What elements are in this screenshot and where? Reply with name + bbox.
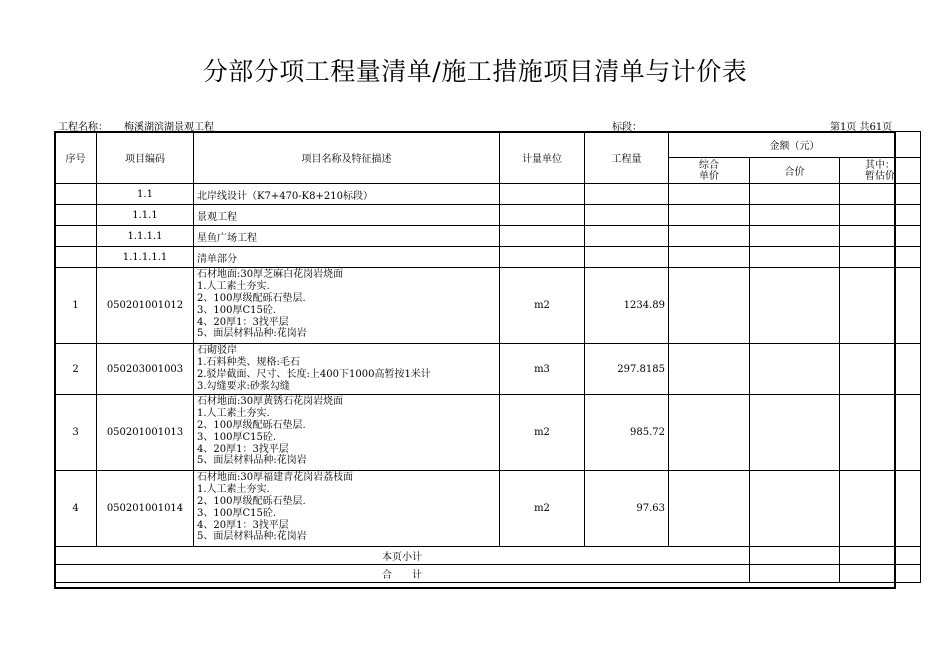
description-line: 4、20厚1：3找平层 bbox=[197, 316, 289, 328]
page-info: 第1页 共61页 bbox=[830, 122, 893, 133]
empty-cell bbox=[750, 395, 840, 471]
section-label: 标段： bbox=[612, 122, 642, 133]
empty-cell bbox=[669, 471, 750, 547]
description-line: 4、20厚1：3找平层 bbox=[197, 443, 289, 455]
header-amount: 金额（元） bbox=[669, 132, 921, 158]
empty-cell bbox=[750, 226, 840, 247]
code-cell: 1.1 bbox=[97, 184, 194, 205]
code-cell: 1.1.1.1.1 bbox=[97, 247, 194, 268]
code-cell: 050201001014 bbox=[97, 471, 194, 547]
empty-cell bbox=[669, 226, 750, 247]
empty-cell bbox=[840, 471, 921, 547]
name-cell: 景观工程 bbox=[194, 205, 500, 226]
description-line: 3.勾缝要求:砂浆勾缝 bbox=[197, 380, 290, 392]
header-unit: 计量单位 bbox=[500, 132, 585, 184]
empty-cell bbox=[840, 344, 921, 395]
seq-cell: 4 bbox=[55, 471, 97, 547]
empty-cell bbox=[500, 184, 585, 205]
project-name: 梅溪湖滨湖景观工程 bbox=[124, 122, 214, 133]
grand-total-label: 合 计 bbox=[55, 565, 750, 583]
header-unit-price-line2: 单价 bbox=[699, 170, 719, 182]
description-line: 2.驳岸截面、尺寸、长度:上400下1000高暂按1米计 bbox=[197, 368, 431, 380]
name-cell: 星鱼广场工程 bbox=[194, 226, 500, 247]
description-line: 5、面层材料品种:花岗岩 bbox=[197, 455, 307, 467]
empty-cell bbox=[585, 205, 669, 226]
seq-cell: 2 bbox=[55, 344, 97, 395]
code-cell: 1.1.1 bbox=[97, 205, 194, 226]
seq-cell: 3 bbox=[55, 395, 97, 471]
description-line: 3、100厚C15砼. bbox=[197, 431, 277, 443]
code-cell: 050201001012 bbox=[97, 268, 194, 344]
header-name: 项目名称及特征描述 bbox=[194, 132, 500, 184]
description-line: 1.人工素土夯实. bbox=[197, 483, 270, 495]
empty-cell bbox=[750, 268, 840, 344]
description-line: 5、面层材料品种:花岗岩 bbox=[197, 328, 307, 340]
quantity-cell: 1234.89 bbox=[585, 268, 669, 344]
empty-cell bbox=[750, 247, 840, 268]
header-of-which-line2: 暂估价 bbox=[865, 170, 895, 182]
header-unit-price bbox=[669, 158, 750, 184]
description-line: 石砌驳岸 bbox=[197, 345, 237, 356]
description-line: 2、100厚级配砾石垫层. bbox=[197, 419, 306, 431]
header-total: 合价 bbox=[750, 158, 840, 184]
seq-cell bbox=[55, 205, 97, 226]
unit-cell: m3 bbox=[500, 344, 585, 395]
empty-cell bbox=[840, 226, 921, 247]
empty-cell bbox=[585, 226, 669, 247]
unit-cell: m2 bbox=[500, 395, 585, 471]
empty-cell bbox=[669, 205, 750, 226]
description-line: 3、100厚C15砼. bbox=[197, 507, 277, 519]
item-row bbox=[55, 471, 921, 547]
empty-cell bbox=[840, 565, 921, 583]
empty-cell bbox=[750, 565, 840, 583]
description-line: 石材地面:30厚福建青花岗岩荔枝面 bbox=[197, 472, 354, 483]
description-cell bbox=[194, 268, 500, 344]
bill-table bbox=[54, 131, 921, 583]
empty-cell bbox=[840, 395, 921, 471]
description-line: 石材地面:30厚黄锈石花岗岩烧面 bbox=[197, 396, 344, 407]
description-line: 3、100厚C15砼. bbox=[197, 304, 277, 316]
item-row bbox=[55, 344, 921, 395]
item-row bbox=[55, 395, 921, 471]
description-line: 1.人工素土夯实. bbox=[197, 280, 270, 292]
description-line: 1.人工素土夯实. bbox=[197, 407, 270, 419]
empty-cell bbox=[840, 247, 921, 268]
empty-cell bbox=[750, 547, 840, 565]
unit-cell: m2 bbox=[500, 268, 585, 344]
empty-cell bbox=[750, 344, 840, 395]
description-cell bbox=[194, 395, 500, 471]
group-row bbox=[55, 226, 921, 247]
description-line: 2、100厚级配砾石垫层. bbox=[197, 495, 306, 507]
name-cell: 北岸线设计（K7+470-K8+210标段） bbox=[194, 184, 500, 205]
group-row bbox=[55, 184, 921, 205]
empty-cell bbox=[669, 268, 750, 344]
page-title: 分部分项工程量清单/施工措施项目清单与计价表 bbox=[202, 57, 748, 86]
empty-cell bbox=[840, 547, 921, 565]
quantity-cell: 97.63 bbox=[585, 471, 669, 547]
empty-cell bbox=[500, 226, 585, 247]
empty-cell bbox=[750, 184, 840, 205]
seq-cell bbox=[55, 247, 97, 268]
empty-cell bbox=[750, 471, 840, 547]
empty-cell bbox=[585, 184, 669, 205]
empty-cell bbox=[840, 205, 921, 226]
header-of-which-line1: 其中： bbox=[865, 159, 895, 171]
item-row bbox=[55, 268, 921, 344]
empty-cell bbox=[669, 344, 750, 395]
empty-cell bbox=[585, 247, 669, 268]
code-cell: 1.1.1.1 bbox=[97, 226, 194, 247]
header-seq: 序号 bbox=[55, 132, 97, 184]
empty-cell bbox=[750, 205, 840, 226]
description-line: 1.石料种类、规格:毛石 bbox=[197, 356, 300, 368]
code-cell: 050201001013 bbox=[97, 395, 194, 471]
empty-cell bbox=[840, 268, 921, 344]
empty-cell bbox=[500, 205, 585, 226]
group-row bbox=[55, 205, 921, 226]
unit-cell: m2 bbox=[500, 471, 585, 547]
header-code: 项目编码 bbox=[97, 132, 194, 184]
description-cell bbox=[194, 471, 500, 547]
summary-row bbox=[55, 565, 921, 583]
empty-cell bbox=[500, 247, 585, 268]
summary-row bbox=[55, 547, 921, 565]
description-line: 5、面层材料品种:花岗岩 bbox=[197, 531, 307, 543]
project-label: 工程名称： bbox=[58, 122, 108, 133]
name-cell: 清单部分 bbox=[194, 247, 500, 268]
seq-cell bbox=[55, 226, 97, 247]
seq-cell bbox=[55, 184, 97, 205]
quantity-cell: 297.8185 bbox=[585, 344, 669, 395]
header-quantity: 工程量 bbox=[585, 132, 669, 184]
description-cell bbox=[194, 344, 500, 395]
description-line: 2、100厚级配砾石垫层. bbox=[197, 292, 306, 304]
description-line: 4、20厚1：3找平层 bbox=[197, 519, 289, 531]
empty-cell bbox=[840, 184, 921, 205]
empty-cell bbox=[669, 184, 750, 205]
code-cell: 050203001003 bbox=[97, 344, 194, 395]
description-line: 石材地面:30厚芝麻白花岗岩烧面 bbox=[197, 269, 344, 280]
empty-cell bbox=[669, 247, 750, 268]
header-unit-price-line1: 综合 bbox=[699, 159, 719, 171]
seq-cell: 1 bbox=[55, 268, 97, 344]
quantity-cell: 985.72 bbox=[585, 395, 669, 471]
group-row bbox=[55, 247, 921, 268]
empty-cell bbox=[669, 395, 750, 471]
page-subtotal-label: 本页小计 bbox=[55, 547, 750, 565]
header-of-which bbox=[840, 158, 921, 184]
